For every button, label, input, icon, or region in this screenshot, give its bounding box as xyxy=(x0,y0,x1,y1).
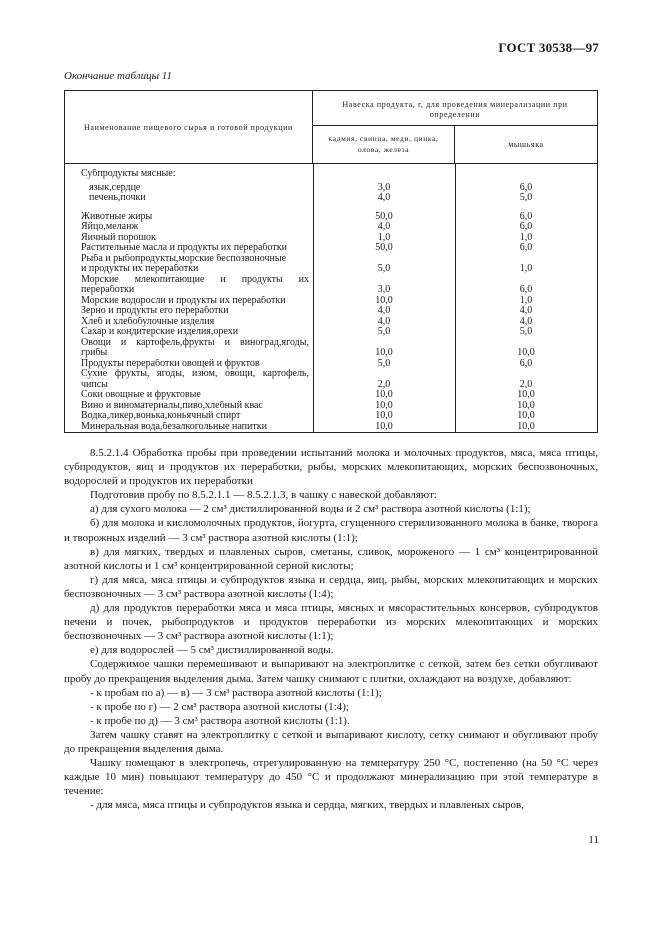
body-paragraph: - для мяса, мяса птицы и субпродуктов языка и сердца, мягких, твердых и плавленых сыров, xyxy=(90,799,524,812)
row-name: Овощи и картофель,фрукты и виноград,ягоды, xyxy=(81,337,309,348)
row-value-metals: 4,0 xyxy=(377,315,391,327)
row-value-arsenic: 6,0 xyxy=(519,210,533,222)
row-name: язык,сердце xyxy=(89,182,141,193)
table-row xyxy=(65,422,597,433)
row-value-metals: 4,0 xyxy=(377,192,391,203)
body-paragraph: - к пробе по д) — 3 см³ раствора азотной кислоты (1:1). xyxy=(90,714,350,727)
row-value-metals: 10,0 xyxy=(375,410,393,421)
table-row xyxy=(65,243,597,254)
row-value-metals: 5,0 xyxy=(377,326,391,337)
table-row xyxy=(65,390,597,401)
row-name: грибы xyxy=(81,348,108,358)
row-name: Минеральная вода,безалкогольные напитки xyxy=(81,421,267,432)
row-value-metals: 10,0 xyxy=(375,389,393,400)
row-value-arsenic: 4,0 xyxy=(519,305,533,316)
body-paragraph: б) для молока и кисломолочных продуктов, йогурта, сгущенного стерилизованного молока в банке, творога и творожных изделий — 3 см³ раствора азотной кислоты (1:1); xyxy=(64,517,598,544)
body-paragraph: 8.5.2.1.4 Обработка пробы при проведении испытаний молока и молочных продуктов, мяса, мяса птицы, субпродуктов, яиц и продуктов их переработки, рыбы, морских млекопитающих, морских беспозвоночных, водорослей и продуктов их переработки xyxy=(64,447,598,488)
column-header-name: Наименование пищевого сырья и готовой продукции xyxy=(65,91,313,163)
row-name: Растительные масла и продукты их переработки xyxy=(81,243,287,253)
standard-header: ГОСТ 30538—97 xyxy=(498,40,599,55)
row-value-metals: 3,0 xyxy=(377,284,391,295)
row-value-metals: 1,0 xyxy=(377,231,391,243)
row-value-arsenic: 2,0 xyxy=(519,378,533,390)
row-name: чипсы xyxy=(81,379,108,390)
body-paragraph: - к пробе по г) — 2 см³ раствора азотной кислоты (1:4); xyxy=(90,700,349,713)
row-name: переработки xyxy=(81,285,135,295)
body-paragraph: г) для мяса, мяса птицы и субпродуктов языка и сердца, яиц, рыбы, морских млекопитающих и морских беспозвоночных — 3 см³ раствора азотной кислоты (1:4); xyxy=(64,573,598,600)
table-row xyxy=(65,317,597,328)
table-row xyxy=(65,222,597,233)
table-row xyxy=(65,264,597,275)
row-value-arsenic: 6,0 xyxy=(519,221,533,232)
row-value-metals: 4,0 xyxy=(377,305,391,316)
row-name: Яичный порошок xyxy=(81,232,156,243)
row-value-arsenic: 4,0 xyxy=(519,315,533,327)
row-name: и продукты их переработки xyxy=(81,264,199,274)
row-value-metals: 5,0 xyxy=(377,357,391,369)
body-paragraph: Затем чашку ставят на электроплитку с сеткой и выпаривают кислоту, сетку снимают и обугливают пробу до прекращения выделения дыма. xyxy=(64,728,598,755)
row-name: Водка,ликер,вонька,коньячный спирт xyxy=(81,411,241,421)
row-value-arsenic: 5,0 xyxy=(519,326,533,337)
table-row xyxy=(65,169,597,180)
row-value-arsenic: 6,0 xyxy=(519,242,533,253)
row-name: Морские млекопитающие и продукты их xyxy=(81,274,309,285)
page-number: 11 xyxy=(588,834,599,846)
body-paragraph: в) для мягких, твердых и плавленых сыров, сметаны, сливок, мороженого — 1 см³ концентрированной азотной кислоты и 1 см³ концентрированной серной кислоты; xyxy=(64,545,598,572)
row-value-metals: 50,0 xyxy=(375,242,393,253)
row-name: Сухие фрукты, ягоды, изюм, овощи, картофель, xyxy=(81,369,309,379)
row-value-arsenic: 10,0 xyxy=(517,347,535,358)
row-name: Соки овощные и фруктовые xyxy=(81,390,201,400)
table-row xyxy=(65,306,597,317)
row-name: Зерно и продукты его переработки xyxy=(81,306,229,316)
data-table xyxy=(64,90,598,433)
row-value-metals: 2,0 xyxy=(377,378,391,390)
row-value-arsenic: 1,0 xyxy=(519,231,533,243)
row-value-metals: 10,0 xyxy=(375,420,393,432)
row-value-arsenic: 5,0 xyxy=(519,192,533,203)
row-value-arsenic: 10,0 xyxy=(517,410,535,421)
row-value-metals: 4,0 xyxy=(377,221,391,232)
table-row xyxy=(65,411,597,422)
body-paragraph: е) для водорослей — 5 см³ дистиллированной воды. xyxy=(90,644,334,657)
row-value-arsenic: 6,0 xyxy=(519,357,533,369)
table-row xyxy=(65,348,597,359)
row-name: Вино и виноматериалы,пиво,хлебный квас xyxy=(81,400,263,411)
table-row xyxy=(65,359,597,370)
row-value-arsenic: 10,0 xyxy=(517,399,535,411)
row-name: печень,почки xyxy=(89,193,146,203)
body-paragraph: Подготовив пробу по 8.5.2.1.1 — 8.5.2.1.3, в чашку с навеской добавляют: xyxy=(90,489,437,502)
body-text xyxy=(64,446,598,812)
table-row xyxy=(65,193,597,204)
table-row xyxy=(65,233,597,244)
column-header-metals: кадмия, свинца, меди, цинка, олова, железа xyxy=(313,126,455,163)
row-value-arsenic: 10,0 xyxy=(517,389,535,400)
table-row xyxy=(65,296,597,307)
row-value-arsenic: 6,0 xyxy=(519,181,533,193)
row-value-arsenic: 1,0 xyxy=(519,294,533,306)
table-body xyxy=(65,164,597,432)
table-header xyxy=(65,91,597,164)
row-value-arsenic: 1,0 xyxy=(519,263,533,274)
row-name: Сахар и кондитерские изделия,орехи xyxy=(81,327,239,337)
row-name: Субпродукты мясные: xyxy=(81,169,176,179)
body-paragraph: а) для сухого молока — 2 см³ дистиллированной воды и 2 см³ раствора азотной кислоты (1:1); xyxy=(90,503,531,516)
table-row xyxy=(65,254,597,265)
body-paragraph: Чашку помещают в электропечь, отрегулированную на температуру 250 °С, постепенно (на 50 °С через каждые 10 мин) повышают температуру до 450 °С и продолжают минерализацию при этой температуре в течение: xyxy=(64,757,598,798)
row-value-metals: 10,0 xyxy=(375,294,393,306)
row-value-metals: 10,0 xyxy=(375,399,393,411)
table-rows xyxy=(65,169,597,432)
row-value-arsenic: 10,0 xyxy=(517,420,535,432)
row-value-metals: 10,0 xyxy=(375,347,393,358)
row-value-metals: 5,0 xyxy=(377,263,391,274)
row-name: Хлеб и хлебобулочные изделия xyxy=(81,316,215,327)
body-paragraph: - к пробам по а) — в) — 3 см³ раствора азотной кислоты (1:1); xyxy=(90,686,382,699)
table-caption: Окончание таблицы 11 xyxy=(64,70,172,82)
row-name: Яйцо,меланж xyxy=(81,222,139,232)
body-paragraph: д) для продуктов переработки мяса и мяса птицы, мясных и мясорастительных консервов, субпродуктов печени и почек, рыбопродуктов и продуктов переработки из морских млекопитающих и морских беспозвоночных — 3 см³ раствора азотной кислоты (1:1); xyxy=(64,602,598,643)
body-paragraph: Содержимое чашки перемешивают и выпаривают на электроплитке с сеткой, затем без сетки обугливают пробу до прекращения выделения дыма. Затем чашку снимают с плитки, охлаждают на воздухе, добавляют: xyxy=(64,658,598,685)
row-name: Рыба и рыбопродукты,морские беспозвоночные xyxy=(81,253,287,264)
row-name: Продукты переработки овощей и фруктов xyxy=(81,358,260,369)
table-row xyxy=(65,285,597,296)
table-row xyxy=(65,183,597,194)
row-value-metals: 3,0 xyxy=(377,181,391,193)
row-value-metals: 50,0 xyxy=(375,210,393,222)
table-row xyxy=(65,275,597,286)
table-row xyxy=(65,212,597,223)
table-row xyxy=(65,327,597,338)
table-row xyxy=(65,369,597,380)
row-name: Животные жиры xyxy=(81,211,153,222)
row-value-arsenic: 6,0 xyxy=(519,284,533,295)
column-header-arsenic: мышьяка xyxy=(508,140,544,149)
row-name: Морские водоросли и продукты их переработки xyxy=(81,295,286,306)
column-header-group: Навеска продукта, г, для проведения минерализации при определении xyxy=(313,91,597,126)
